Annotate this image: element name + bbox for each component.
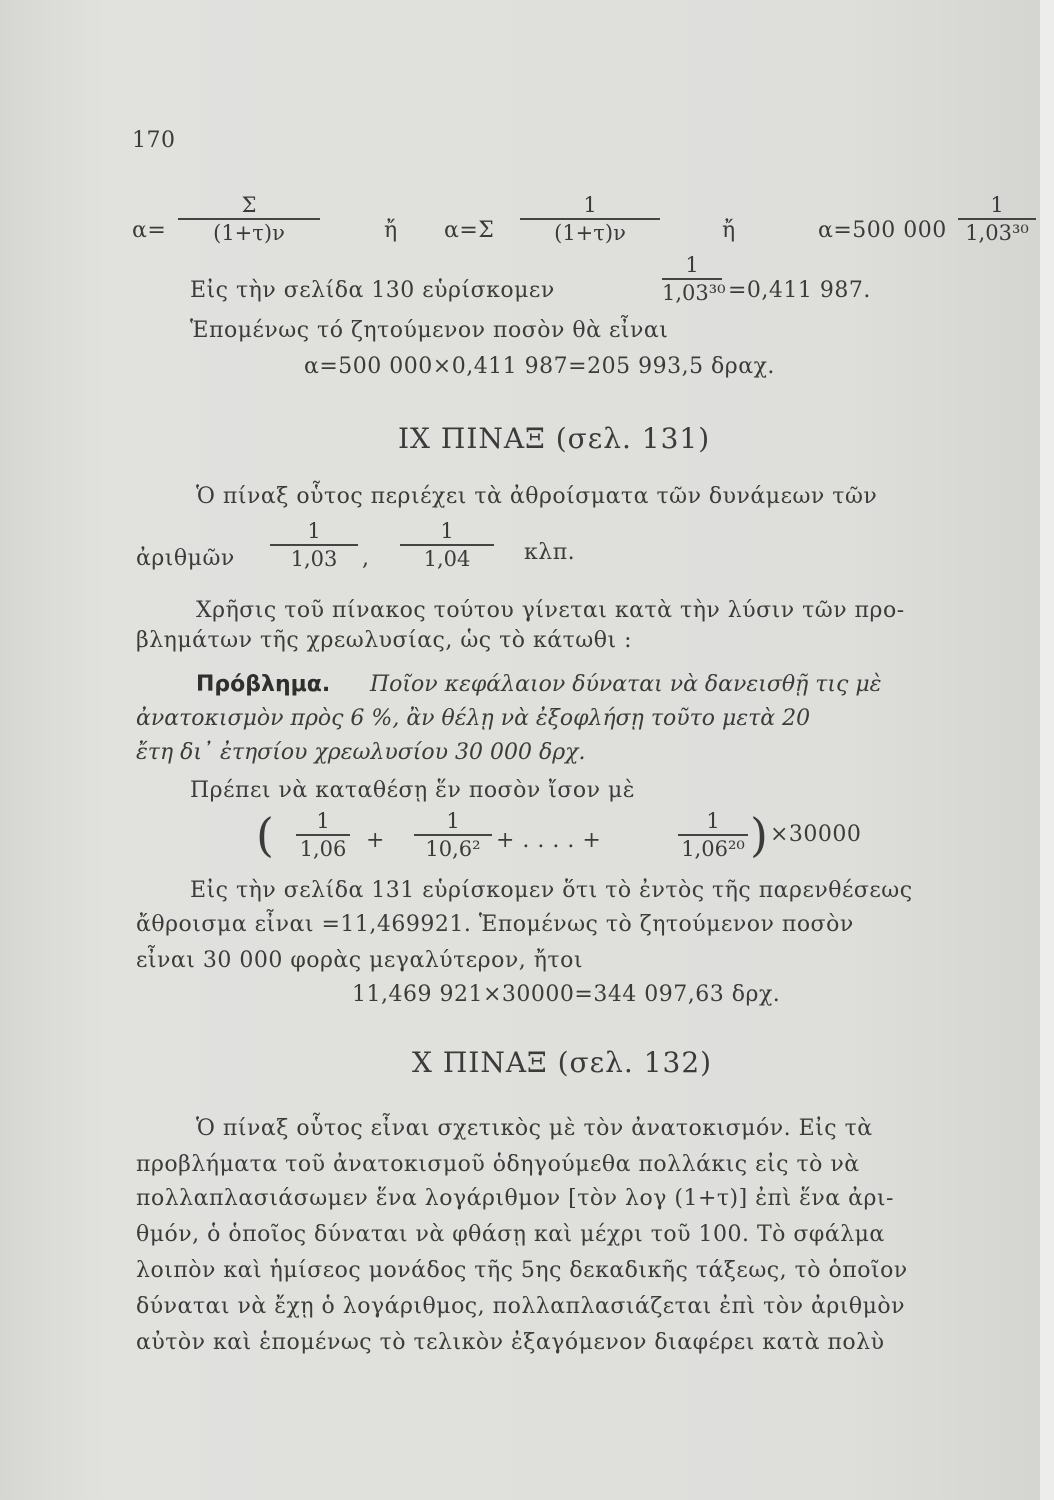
plus-1: + bbox=[366, 828, 385, 853]
formula-3-fraction bbox=[958, 192, 1036, 246]
formula-2-denominator: (1+τ)ν bbox=[554, 220, 626, 245]
arith-fraction-1 bbox=[270, 518, 358, 572]
page131-line-1: Εἰς τὴν σελίδα 131 εὑρίσκομεν ὅτι τὸ ἐντὸς τῆς παρενθέσεως bbox=[190, 878, 913, 903]
or-word-1: ἤ bbox=[384, 218, 398, 243]
text-therefore: Ἑπομένως τό ζητούμενον ποσὸν θὰ εἶναι bbox=[190, 318, 669, 343]
formula-1-numerator: Σ bbox=[241, 193, 257, 217]
paren-right: ) bbox=[750, 808, 768, 862]
ix-paragraph-1: Ὁ πίναξ οὗτος περιέχει τὰ ἀθροίσματα τῶν δυνάμεων τῶν bbox=[196, 484, 878, 509]
page-edge bbox=[1040, 0, 1054, 1500]
formula-2-prefix: α=Σ bbox=[444, 218, 495, 243]
formula-3-prefix: α=500 000 bbox=[818, 218, 947, 243]
x-paragraph-line-6: δύναται νὰ ἔχῃ ὁ λογάριθμος, πολλαπλασιάζεται ἐπὶ τὸν ἀριθμὸν bbox=[136, 1294, 906, 1319]
arith-denominator-1: 1,03 bbox=[290, 546, 338, 571]
text-page130: Εἰς τὴν σελίδα 130 εὑρίσκομεν bbox=[190, 278, 555, 303]
sum-fraction-1 bbox=[296, 808, 350, 862]
heading-ix: IX ΠΙΝΑΞ (σελ. 131) bbox=[398, 422, 711, 455]
paren-left: ( bbox=[256, 808, 274, 862]
problem-label: Πρόβλημα. bbox=[196, 672, 331, 697]
sum-numerator-1: 1 bbox=[316, 809, 330, 833]
formula-1-fraction bbox=[178, 192, 320, 246]
sum-denominator-2: 10,6² bbox=[425, 836, 481, 861]
sum-fraction-2 bbox=[414, 808, 492, 862]
result-line-1: α=500 000×0,411 987=205 993,5 δραχ. bbox=[304, 354, 775, 379]
arith-fraction-2 bbox=[400, 518, 494, 572]
formula-2-numerator: 1 bbox=[583, 193, 597, 217]
x-paragraph-line-5: λοιπὸν καὶ ἡμίσεος μονάδος τῆς 5ης δεκαδικῆς τάξεως, τὸ ὁποῖον bbox=[136, 1258, 908, 1283]
result-line-2: 11,469 921×30000=344 097,63 δρχ. bbox=[352, 982, 781, 1007]
plus-ellipsis: + . . . . + bbox=[496, 828, 602, 853]
formula-1-prefix: α= bbox=[132, 218, 167, 243]
page131-line-2: ἄθροισμα εἶναι =11,469921. Ἑπομένως τὸ ζητούμενον ποσὸν bbox=[136, 912, 854, 937]
arith-etc: κλπ. bbox=[524, 540, 576, 565]
ix-arith-word: ἀριθμῶν bbox=[136, 546, 235, 571]
sum-numerator-3: 1 bbox=[706, 809, 720, 833]
arith-numerator-1: 1 bbox=[307, 519, 321, 543]
page130-fraction bbox=[662, 252, 726, 306]
x-paragraph-line-7: αὐτὸν καὶ ἑπομένως τὸ τελικὸν ἐξαγόμενον διαφέρει κατὰ πολὺ bbox=[136, 1330, 885, 1355]
x-paragraph-line-3: πολλαπλασιάσωμεν ἕνα λογάριθμον [τὸν λογ (1+τ)] ἐπὶ ἕνα ἀρι- bbox=[136, 1186, 894, 1211]
page130-result: =0,411 987. bbox=[728, 278, 871, 303]
sum-denominator-3: 1,06²⁰ bbox=[681, 836, 745, 861]
heading-x: X ΠΙΝΑΞ (σελ. 132) bbox=[412, 1046, 713, 1079]
arith-numerator-2: 1 bbox=[440, 519, 454, 543]
formula-2-fraction bbox=[520, 192, 660, 246]
problem-line-1: Ποῖον κεφάλαιον δύναται νὰ δανεισθῇ τις μὲ bbox=[370, 672, 882, 697]
formula-3-numerator: 1 bbox=[990, 193, 1004, 217]
sum-denominator-1: 1,06 bbox=[299, 836, 347, 861]
sum-fraction-3 bbox=[678, 808, 748, 862]
formula-3-denominator: 1,03³⁰ bbox=[965, 220, 1029, 245]
page130-numerator: 1 bbox=[685, 253, 699, 277]
page130-denominator: 1,03³⁰ bbox=[662, 280, 726, 305]
ix-paragraph-2-line-1: Χρῆσις τοῦ πίνακος τούτου γίνεται κατὰ τὴν λύσιν τῶν προ- bbox=[196, 598, 905, 623]
formula-1-denominator: (1+τ)ν bbox=[213, 220, 285, 245]
ix-paragraph-2-line-2: βλημάτων τῆς χρεωλυσίας, ὡς τὸ κάτωθι : bbox=[136, 628, 633, 653]
arith-denominator-2: 1,04 bbox=[423, 546, 471, 571]
problem-line-2: ἀνατοκισμὸν πρὸς 6 %, ἂν θέλῃ νὰ ἐξοφλήσῃ τοῦτο μετὰ 20 bbox=[136, 706, 811, 731]
sum-numerator-2: 1 bbox=[446, 809, 460, 833]
times-30000: ×30000 bbox=[770, 822, 862, 847]
arith-comma: , bbox=[362, 546, 370, 571]
x-paragraph-line-2: προβλήματα τοῦ ἀνατοκισμοῦ ὁδηγούμεθα πολλάκις εἰς τὸ νὰ bbox=[136, 1152, 860, 1177]
or-word-2: ἤ bbox=[722, 218, 736, 243]
must-deposit: Πρέπει νὰ καταθέσῃ ἕν ποσὸν ἴσον μὲ bbox=[190, 778, 636, 803]
x-paragraph-line-4: θμόν, ὁ ὁποῖος δύναται νὰ φθάσῃ καὶ μέχρι τοῦ 100. Τὸ σφάλμα bbox=[136, 1222, 885, 1247]
page131-line-3: εἶναι 30 000 φορὰς μεγαλύτερον, ἤτοι bbox=[136, 948, 583, 973]
page-number: 170 bbox=[132, 128, 176, 153]
x-paragraph-line-1: Ὁ πίναξ οὗτος εἶναι σχετικὸς μὲ τὸν ἀνατοκισμόν. Εἰς τὰ bbox=[196, 1116, 873, 1141]
problem-line-3: ἔτη δι᾽ ἐτησίου χρεωλυσίου 30 000 δρχ. bbox=[136, 740, 586, 765]
